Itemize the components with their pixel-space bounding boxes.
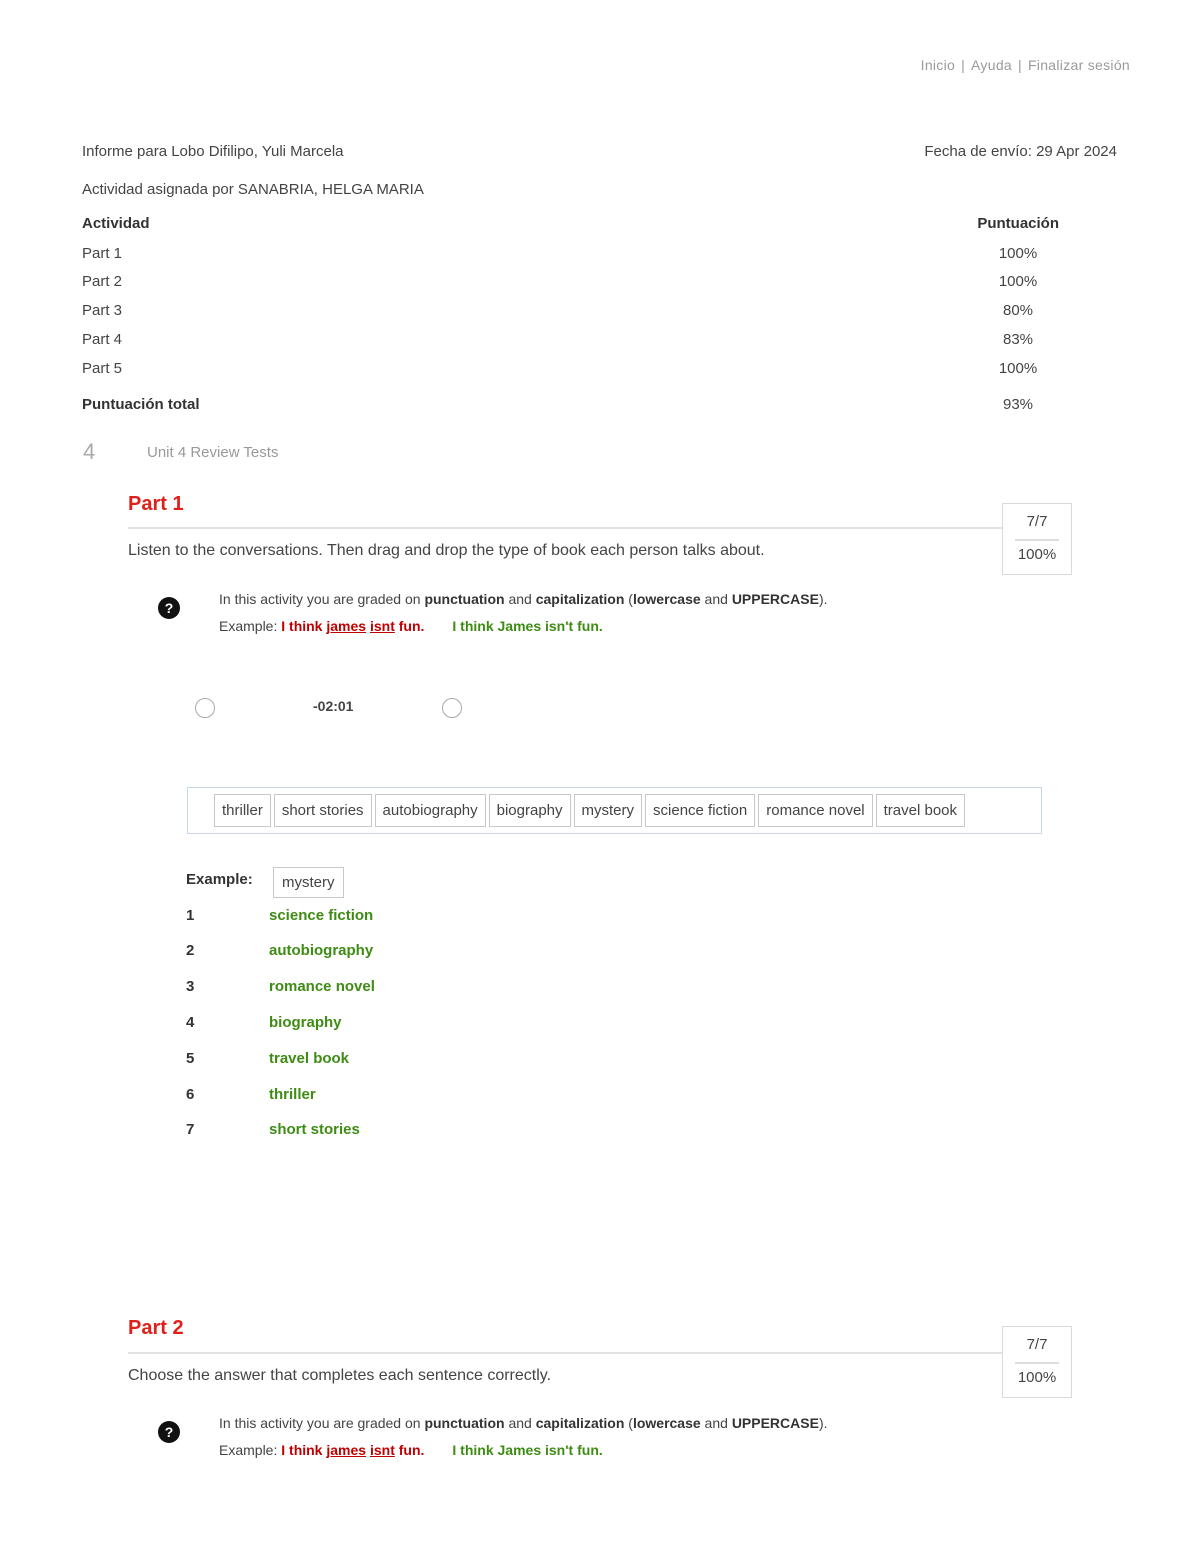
grading-note-line — [219, 1410, 828, 1437]
column-header-activity: Actividad — [82, 215, 150, 232]
grading-example-line — [219, 613, 828, 640]
example-label: Example: — [219, 1442, 282, 1458]
score-row-value: 100% — [998, 273, 1038, 290]
score-row-value: 100% — [998, 245, 1038, 262]
score-row-name: Part 2 — [82, 273, 123, 290]
part-1-instruction: Listen to the conversations. Then drag and drop the type of book each person talks about. — [128, 542, 765, 559]
total-score-label: Puntuación total — [82, 396, 200, 413]
note-lowercase: lowercase — [632, 1415, 701, 1431]
report-date: Fecha de envío: 29 Apr 2024 — [924, 143, 1117, 160]
total-score-value: 93% — [1002, 396, 1034, 413]
unit-number: 4 — [83, 439, 96, 464]
audio-play-button[interactable] — [195, 698, 215, 718]
word-chip[interactable]: thriller — [214, 794, 271, 827]
note-text: and — [504, 1415, 536, 1431]
help-icon[interactable]: ? — [158, 597, 180, 619]
score-box-divider — [1015, 1362, 1059, 1364]
answer-number: 5 — [186, 1050, 195, 1067]
help-icon[interactable]: ? — [158, 1421, 180, 1443]
correct-example: I think James isn't fun. — [452, 618, 603, 634]
word-chip[interactable]: short stories — [274, 794, 372, 827]
wrong-example: I think james isnt fun. — [281, 1442, 425, 1458]
note-text: ( — [624, 1415, 633, 1431]
grading-note — [219, 586, 828, 640]
note-lowercase: lowercase — [632, 591, 701, 607]
part-2-divider — [128, 1352, 1002, 1354]
score-row-name: Part 5 — [82, 360, 123, 377]
word-chip[interactable]: romance novel — [758, 794, 872, 827]
word-chip[interactable]: travel book — [876, 794, 965, 827]
score-row-name: Part 4 — [82, 331, 123, 348]
word-chip[interactable]: mystery — [574, 794, 643, 827]
part-2-points: 7/7 — [1026, 1336, 1048, 1353]
note-text: ). — [818, 1415, 828, 1431]
part-1-divider — [128, 527, 1002, 529]
top-nav — [921, 57, 1130, 73]
grading-note-line — [219, 586, 828, 613]
answer-slot[interactable]: short stories — [269, 1121, 360, 1138]
score-row-value: 100% — [998, 360, 1038, 377]
note-text: In this activity you are graded on — [219, 1415, 425, 1431]
answer-slot[interactable]: autobiography — [269, 942, 374, 959]
answer-slot[interactable]: romance novel — [269, 978, 375, 995]
nav-help-link[interactable]: Ayuda — [971, 57, 1012, 73]
note-text: In this activity you are graded on — [219, 591, 425, 607]
note-uppercase: UPPERCASE — [731, 591, 819, 607]
part-2-percent: 100% — [1017, 1369, 1057, 1386]
grading-note — [219, 1410, 828, 1464]
note-text: and — [700, 591, 732, 607]
example-answer-chip: mystery — [273, 867, 344, 898]
nav-home-link[interactable]: Inicio — [920, 57, 956, 73]
example-label: Example: — [219, 618, 282, 634]
nav-separator: | — [1018, 57, 1022, 73]
note-punctuation: punctuation — [424, 591, 505, 607]
answer-slot[interactable]: science fiction — [269, 907, 374, 924]
part-1-title: Part 1 — [128, 493, 184, 515]
grading-example-line — [219, 1437, 828, 1464]
answer-number: 2 — [186, 942, 195, 959]
note-uppercase: UPPERCASE — [731, 1415, 819, 1431]
unit-title: Unit 4 Review Tests — [147, 444, 279, 461]
audio-timer: -02:01 — [313, 698, 354, 714]
part-1-score-box — [1002, 503, 1072, 575]
answer-slot[interactable]: biography — [269, 1014, 342, 1031]
word-bank — [187, 787, 1042, 834]
answer-number: 7 — [186, 1121, 195, 1138]
score-row-name: Part 3 — [82, 302, 123, 319]
word-chip[interactable]: biography — [489, 794, 571, 827]
part-2-title: Part 2 — [128, 1317, 184, 1339]
report-assigned-by: Actividad asignada por SANABRIA, HELGA MARIA — [82, 181, 424, 198]
score-row-value: 83% — [1002, 331, 1034, 348]
audio-stop-button[interactable] — [442, 698, 462, 718]
nav-logout-link[interactable]: Finalizar sesión — [1027, 57, 1130, 73]
part-1-points: 7/7 — [1026, 513, 1048, 530]
report-student: Informe para Lobo Difilipo, Yuli Marcela — [82, 143, 344, 160]
note-punctuation: punctuation — [424, 1415, 505, 1431]
note-capitalization: capitalization — [535, 1415, 625, 1431]
answer-number: 6 — [186, 1086, 195, 1103]
part-2-instruction: Choose the answer that completes each sentence correctly. — [128, 1367, 552, 1384]
note-capitalization: capitalization — [535, 591, 625, 607]
score-row-value: 80% — [1002, 302, 1034, 319]
example-label: Example: — [186, 871, 253, 888]
word-chip[interactable]: science fiction — [645, 794, 755, 827]
wrong-example: I think james isnt fun. — [281, 618, 425, 634]
nav-separator: | — [961, 57, 966, 73]
column-header-score: Puntuación — [977, 215, 1059, 232]
answer-slot[interactable]: thriller — [269, 1086, 316, 1103]
answer-number: 1 — [186, 907, 195, 924]
answer-slot[interactable]: travel book — [269, 1050, 350, 1067]
answer-number: 3 — [186, 978, 195, 995]
answer-number: 4 — [186, 1014, 195, 1031]
note-text: and — [700, 1415, 732, 1431]
word-chip[interactable]: autobiography — [375, 794, 486, 827]
part-1-percent: 100% — [1017, 546, 1057, 563]
correct-example: I think James isn't fun. — [452, 1442, 603, 1458]
note-text: ( — [624, 591, 633, 607]
part-2-score-box — [1002, 1326, 1072, 1398]
note-text: ). — [818, 591, 828, 607]
score-box-divider — [1015, 539, 1059, 541]
score-row-name: Part 1 — [82, 245, 123, 262]
note-text: and — [504, 591, 536, 607]
